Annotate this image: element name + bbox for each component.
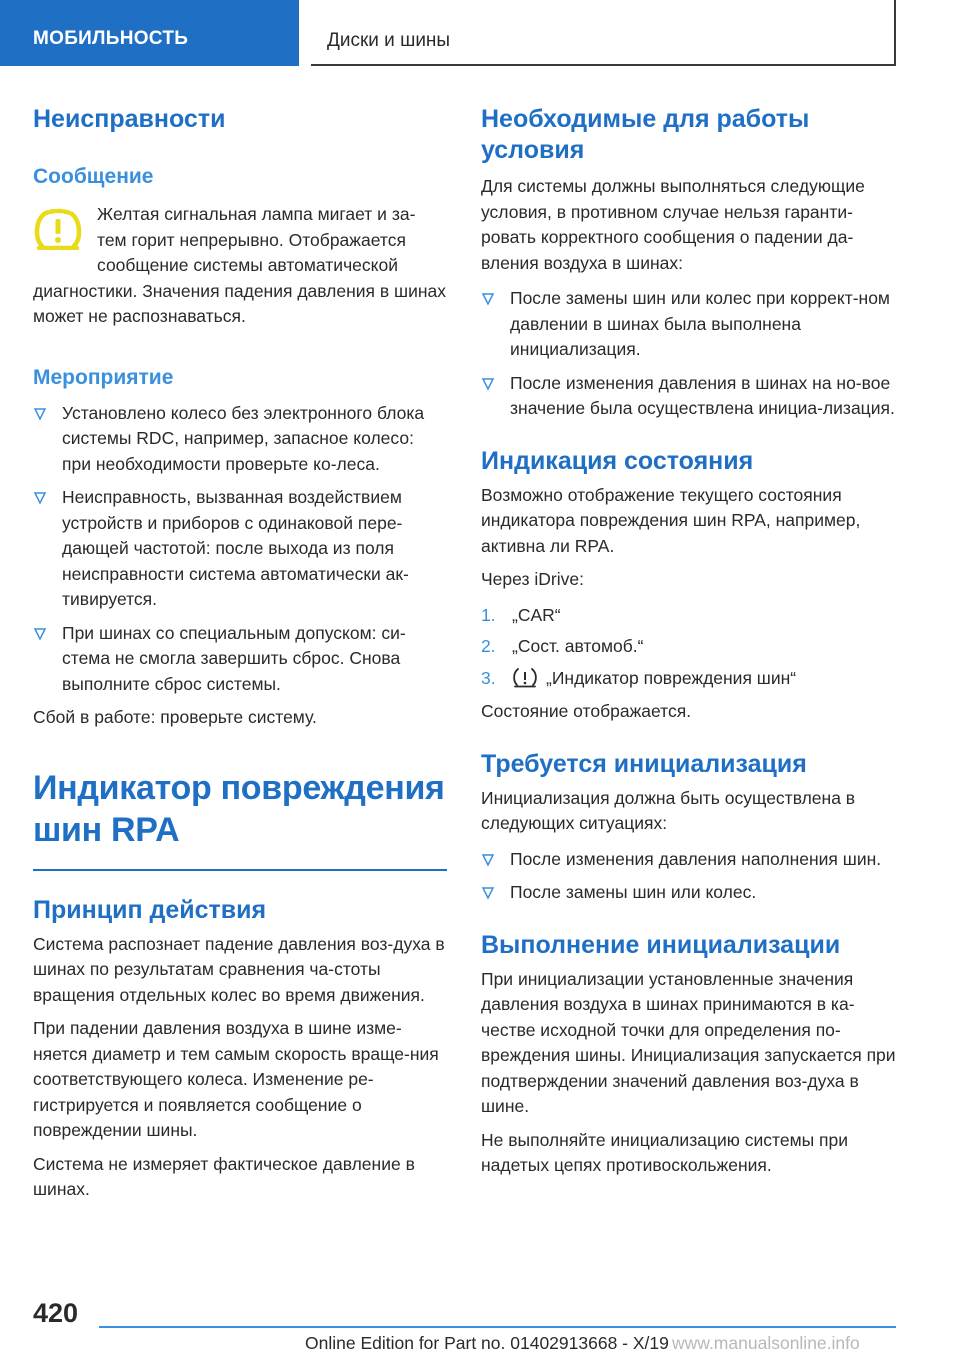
conditions-heading: Необходимые для работы условия <box>481 105 810 164</box>
footer-rule <box>99 1326 896 1328</box>
rpa-heading-rule <box>33 869 447 871</box>
status-shown-text: Состояние отображается. <box>481 701 692 721</box>
init-paragraph-2: Не выполняйте инициализацию системы при надетых цепях противоскольжения. <box>481 1129 849 1175</box>
measure-bullet-text: Установлено колесо без электронного блока системы RDC, например, запасное колесо: при необходимости проверьте ко-леса. <box>62 402 425 474</box>
list-item <box>481 666 899 692</box>
idrive-steps <box>481 603 899 692</box>
message-block <box>33 202 447 330</box>
tire-pressure-icon <box>512 666 538 688</box>
message-text-line-4: диагностики. Значения падения давления в шинах может не распознаваться. <box>33 280 447 326</box>
init-paragraph-1: При инициализации установленные значения давления воздуха в шинах принимаются в ка-честве исходной точки для определения по-вреждения шины. Инициализация запускается при подтверждении значений давления воз-духа в шине. <box>481 968 896 1116</box>
list-item <box>481 847 899 873</box>
header-section-tab <box>0 0 299 66</box>
principle-heading: Принцип действия <box>33 895 267 924</box>
conditions-list <box>481 286 899 422</box>
init-required-text: Инициализация должна быть осуществлена в следующих ситуациях: <box>481 787 856 833</box>
triangle-bullet-icon <box>33 625 47 643</box>
list-item <box>481 880 899 906</box>
step-number: 2. <box>481 636 496 656</box>
conditions-bullet-text: После изменения давления в шинах на но-вое значение была осуществлена инициа-лизация. <box>510 372 895 418</box>
list-item <box>481 286 899 363</box>
triangle-bullet-icon <box>33 405 47 423</box>
step-text: „Сост. автомоб.“ <box>512 636 644 656</box>
list-item <box>33 401 447 478</box>
triangle-bullet-icon <box>481 884 495 902</box>
step-number: 1. <box>481 604 496 625</box>
init-required-bullet-text: После изменения давления наполнения шин. <box>510 848 882 869</box>
list-item <box>33 485 447 613</box>
message-heading: Сообщение <box>33 165 154 188</box>
list-item <box>33 621 447 698</box>
list-item <box>481 634 899 660</box>
status-heading: Индикация состояния <box>481 446 754 475</box>
conditions-text: Для системы должны выполняться следующие условия, в противном случае нельзя гаранти-ровать корректного сообщения о падении да-вления воздуха в шинах: <box>481 176 865 273</box>
principle-paragraph-2: При падении давления воздуха в шине изме-няется диаметр и тем самым скорость враще-ния соответствующего колеса. Изменение ре-гистрируется и появляется сообщение о повреждении шины. <box>33 1018 439 1140</box>
faults-heading: Неисправности <box>33 105 226 133</box>
tire-pressure-warning-icon <box>33 208 83 250</box>
rpa-heading: Индикатор повреждения шин RPA <box>33 768 445 849</box>
header-chapter-box <box>311 0 896 66</box>
principle-paragraph-1: Система распознает падение давления воз-духа в шинах по результатам сравнения ча-стоты вращения отдельных колес во время движения. <box>33 933 445 1005</box>
measure-heading: Мероприятие <box>33 365 174 389</box>
step-number: 3. <box>481 667 496 688</box>
measure-bullet-text: Неисправность, вызванная воздействием устройств и приборов с одинаковой пере-дающей частотой: после выхода из поля неисправности система автоматически ак-тивируется. <box>62 487 409 609</box>
step-text: „Индикатор повреждения шин“ <box>546 667 797 688</box>
init-required-list <box>481 847 899 906</box>
list-item <box>481 603 899 629</box>
triangle-bullet-icon <box>481 375 495 393</box>
left-column <box>33 100 447 1203</box>
triangle-bullet-icon <box>33 489 47 507</box>
footer-edition-text: Online Edition for Part no. 01402913668 - X/19 <box>305 1333 669 1353</box>
failure-text: Сбой в работе: проверьте систему. <box>33 707 317 727</box>
init-heading: Выполнение инициализации <box>481 930 841 959</box>
message-text-line-1: Желтая сигнальная лампа мигает и за- <box>97 204 416 224</box>
measure-list <box>33 401 447 698</box>
conditions-bullet-text: После замены шин или колес при коррект-ном давлении в шинах была выполнена инициализация. <box>510 288 890 359</box>
header-section-label: МОБИЛЬНОСТЬ <box>33 28 189 49</box>
triangle-bullet-icon <box>481 290 495 308</box>
principle-paragraph-3: Система не измеряет фактическое давление в шинах. <box>33 1153 415 1199</box>
status-text: Возможно отображение текущего состояния индикатора повреждения шин RPA, например, активна ли RPA. <box>481 484 861 556</box>
init-required-heading: Требуется инициализация <box>481 749 807 778</box>
message-text-line-2: тем горит непрерывно. Отображается <box>97 229 406 250</box>
page-number: 420 <box>33 1298 79 1328</box>
right-column <box>481 100 899 1179</box>
header-chapter-label: Диски и шины <box>327 30 451 51</box>
step-text: „CAR“ <box>512 604 561 625</box>
footer-watermark: www.manualsonline.info <box>672 1333 860 1353</box>
measure-bullet-text: При шинах со специальным допуском: си-стема не смогла завершить сброс. Снова выполните сброс системы. <box>62 622 406 694</box>
list-item <box>481 371 899 422</box>
triangle-bullet-icon <box>481 851 495 869</box>
init-required-bullet-text: После замены шин или колес. <box>510 882 757 902</box>
via-idrive-text: Через iDrive: <box>481 569 584 589</box>
message-text-line-3: сообщение системы автоматической <box>97 255 399 275</box>
